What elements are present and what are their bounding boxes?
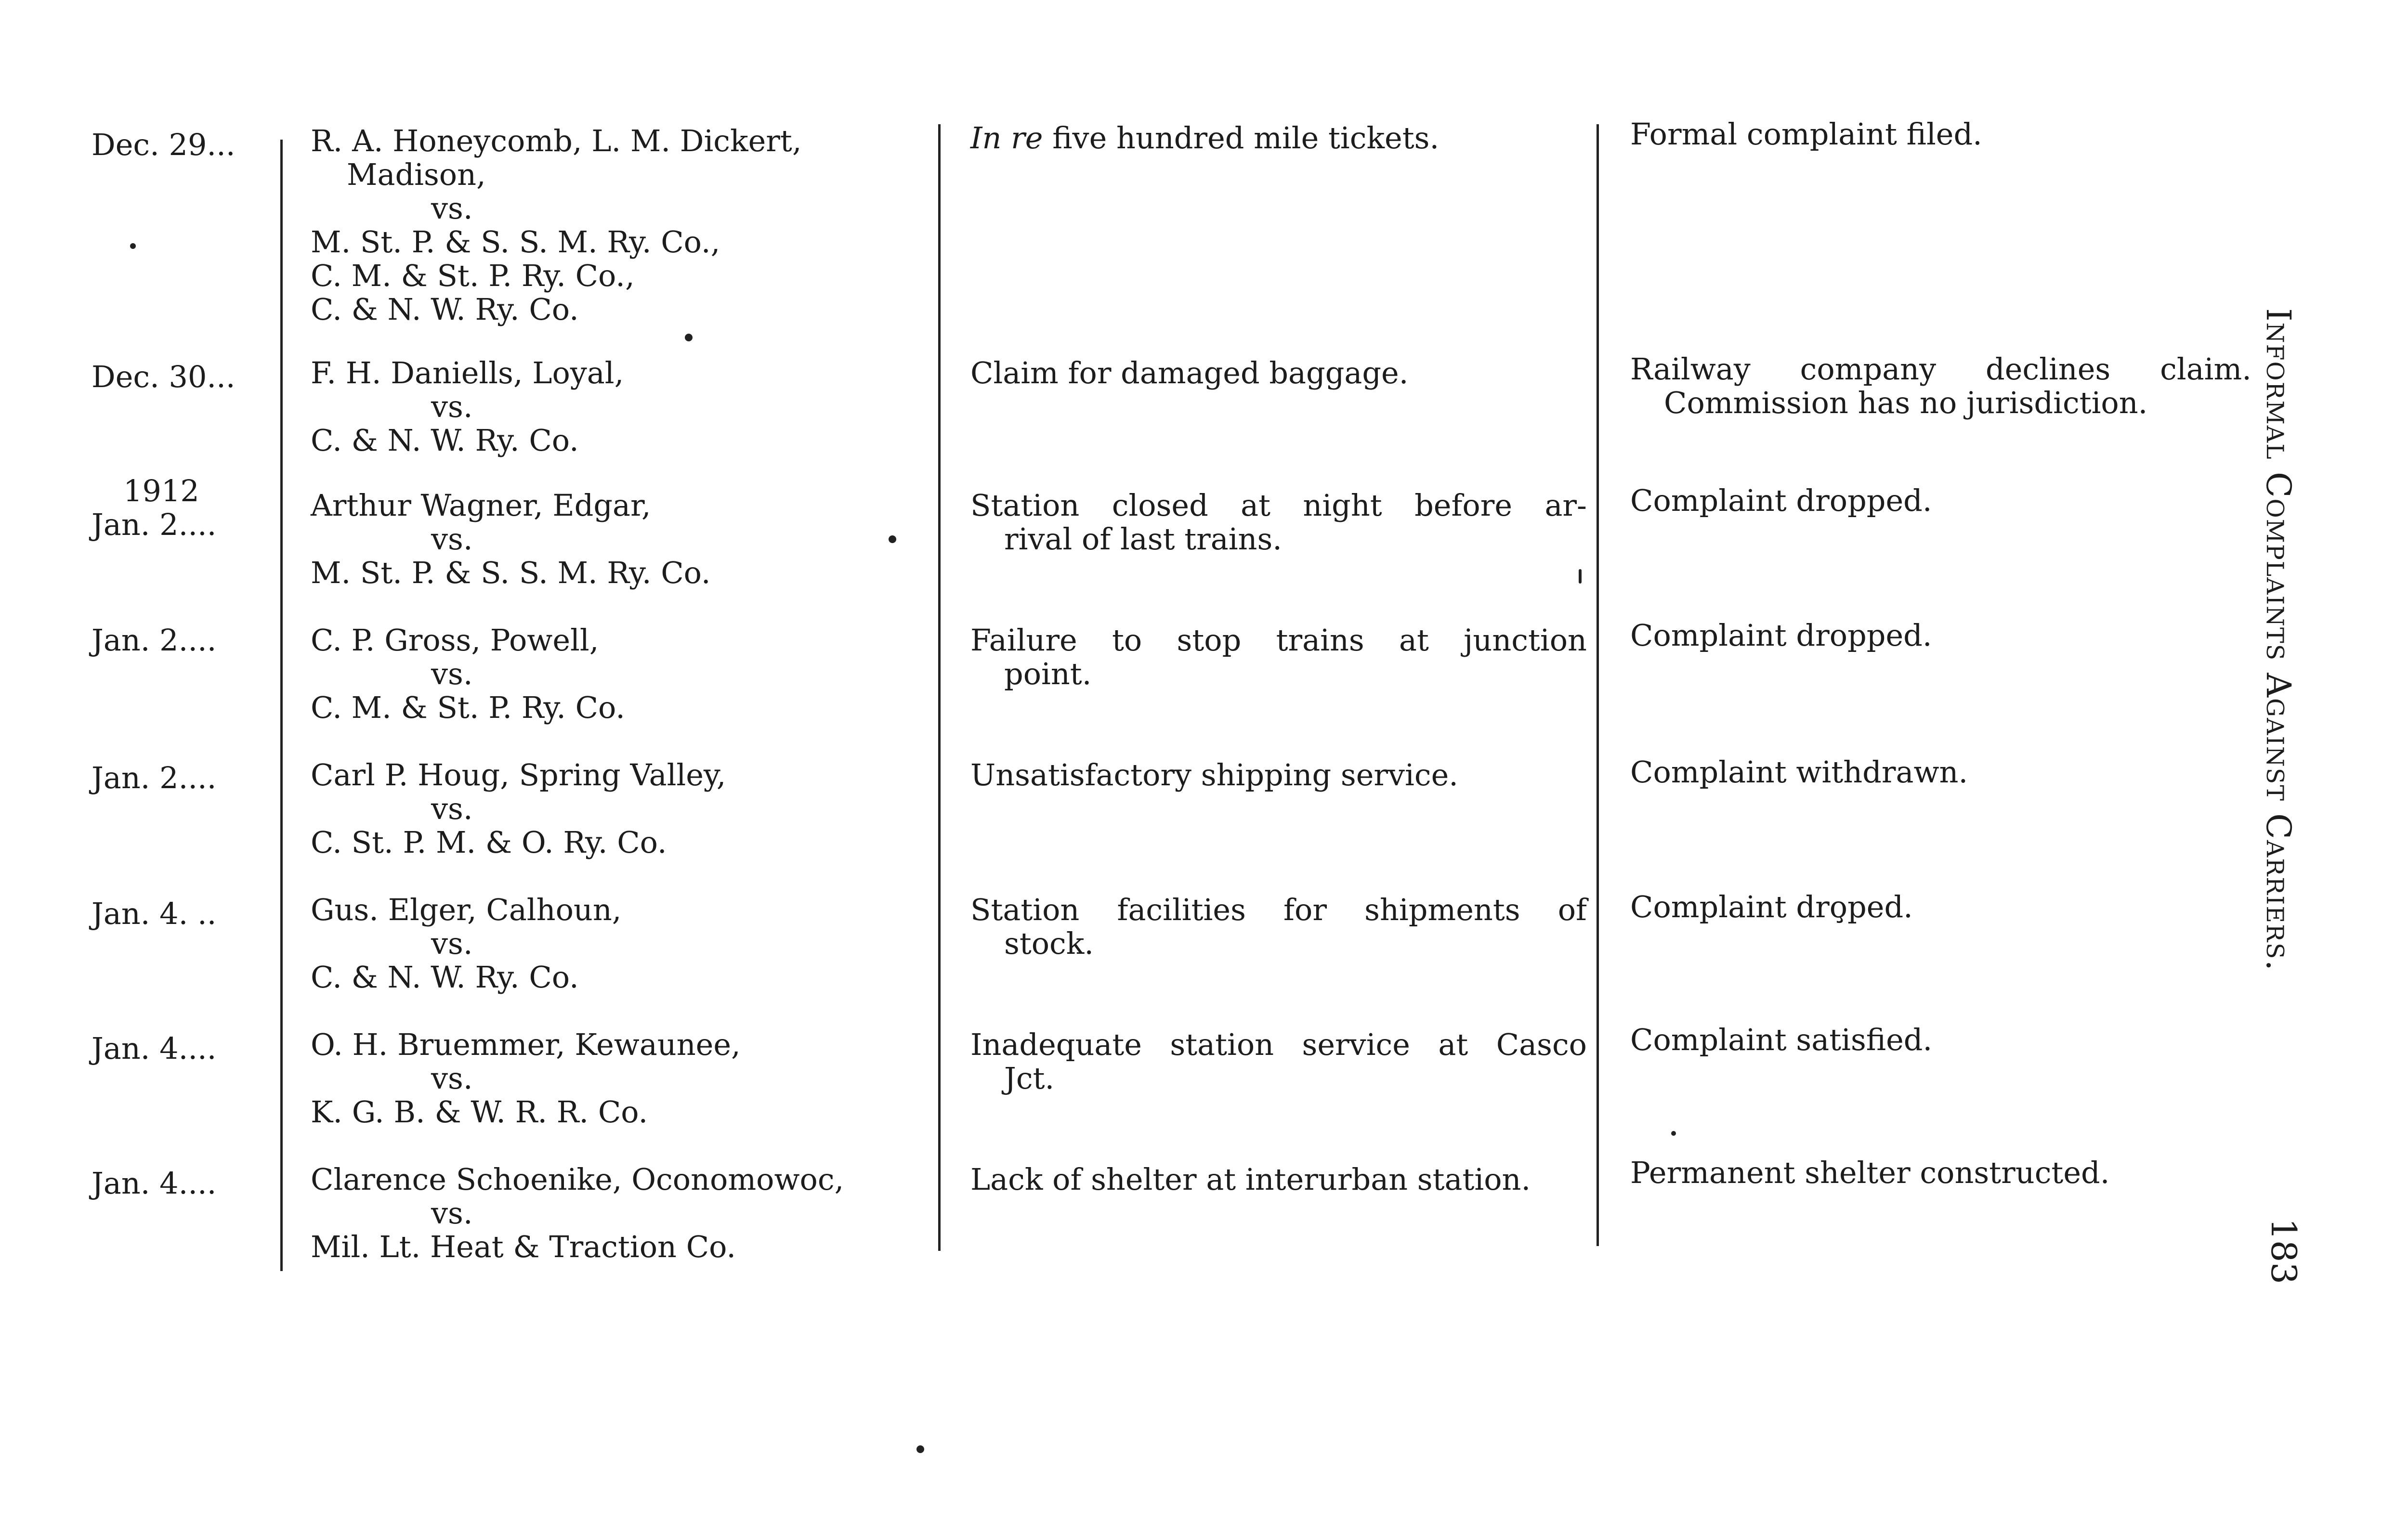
disposition-line: Complaint dropped.	[1630, 483, 1932, 518]
parties-cell	[311, 1028, 932, 1129]
nature-cell	[970, 624, 1587, 691]
party-line: C. & N. W. Ry. Co.	[311, 292, 579, 327]
versus-label: vs.	[431, 521, 473, 557]
disposition-line: Complaint dropped.	[1630, 618, 1932, 653]
nature-line: Jct.	[1004, 1061, 1055, 1096]
date-cell	[92, 1032, 270, 1065]
column-rule-disposition	[1597, 124, 1599, 1246]
disposition-line: Complaint withdrawn.	[1630, 754, 1968, 790]
date-cell	[92, 897, 270, 931]
date-cell	[92, 624, 270, 657]
entry-date: Jan. 2....	[92, 623, 217, 658]
party-line: Madison,	[347, 157, 486, 192]
versus-label: vs.	[431, 191, 473, 226]
nature-line: rival of last trains.	[1004, 521, 1283, 557]
nature-cell	[970, 893, 1587, 961]
party-line: C. P. Gross, Powell,	[311, 623, 599, 658]
parties-cell	[311, 124, 932, 326]
nature-line: Lack of shelter at interurban station.	[970, 1162, 1531, 1197]
date-cell	[92, 1167, 270, 1200]
disposition-cell	[1630, 117, 2251, 151]
nature-line: Station closed at night before ar-	[970, 488, 1587, 523]
entry-date: Jan. 2....	[92, 760, 217, 795]
party-line: C. M. & St. P. Ry. Co.,	[311, 258, 635, 293]
party-line: F. H. Daniells, Loyal,	[311, 355, 624, 390]
date-cell	[92, 128, 270, 162]
nature-cell	[970, 1163, 1587, 1196]
party-line: M. St. P. & S. S. M. Ry. Co.,	[311, 224, 720, 260]
column-rule-nature	[938, 124, 941, 1251]
entry-date: Jan. 2....	[92, 507, 217, 542]
nature-line: stock.	[1004, 926, 1094, 961]
party-line: Gus. Elger, Calhoun,	[311, 892, 622, 927]
nature-cell	[970, 1028, 1587, 1095]
print-speck	[889, 535, 896, 543]
print-speck	[130, 243, 136, 249]
nature-line: Unsatisfactory shipping service.	[970, 757, 1459, 792]
disposition-cell	[1630, 619, 2251, 652]
versus-label: vs.	[431, 1061, 473, 1096]
print-speck	[1579, 569, 1582, 584]
party-line: Arthur Wagner, Edgar,	[311, 488, 651, 523]
disposition-cell	[1630, 1023, 2251, 1057]
party-line: Clarence Schoenike, Oconomowoc,	[311, 1162, 844, 1197]
disposition-cell	[1630, 890, 2251, 924]
nature-line: Station facilities for shipments of	[970, 892, 1587, 927]
in-re-label: In re	[970, 120, 1043, 156]
parties-cell	[311, 356, 932, 457]
disposition-line: Permanent shelter constructed.	[1630, 1155, 2110, 1190]
print-speck	[1671, 1131, 1676, 1136]
parties-cell	[311, 489, 932, 590]
disposition-cell	[1630, 1156, 2251, 1190]
versus-label: vs.	[431, 1195, 473, 1231]
date-cell	[92, 360, 270, 394]
nature-line: five hundred mile tickets.	[1052, 120, 1440, 156]
disposition-cell	[1630, 484, 2251, 518]
party-line: Carl P. Houg, Spring Valley,	[311, 757, 726, 792]
party-line: C. St. P. M. & O. Ry. Co.	[311, 825, 667, 860]
entry-date: Dec. 29...	[92, 127, 236, 162]
disposition-line: Formal complaint filed.	[1630, 117, 1982, 152]
versus-label: vs.	[431, 791, 473, 826]
page-number: 183	[2264, 1218, 2304, 1285]
party-line: K. G. B. & W. R. R. Co.	[311, 1094, 648, 1130]
nature-cell	[970, 356, 1587, 390]
parties-cell	[311, 893, 932, 994]
disposition-line: Railway company declines claim.	[1630, 351, 2251, 387]
versus-label: vs.	[431, 926, 473, 961]
parties-cell	[311, 624, 932, 725]
running-head-text: Informal Complaints Against Carriers.	[2259, 308, 2298, 972]
disposition-line: Complaint dro̧ped.	[1630, 889, 1913, 924]
disposition-line: Commission has no jurisdiction.	[1664, 385, 2148, 420]
versus-label: vs.	[431, 389, 473, 424]
party-line: O. H. Bruemmer, Kewaunee,	[311, 1027, 741, 1062]
nature-line: Failure to stop trains at junction	[970, 623, 1587, 658]
year-label: 1912	[123, 473, 199, 508]
entry-date: Jan. 4....	[92, 1166, 217, 1201]
column-rule-parties	[280, 140, 283, 1271]
print-speck	[685, 334, 693, 341]
nature-cell	[970, 489, 1587, 556]
versus-label: vs.	[431, 656, 473, 691]
party-line: C. & N. W. Ry. Co.	[311, 423, 579, 458]
nature-line: Claim for damaged baggage.	[970, 355, 1409, 390]
entry-date: Jan. 4. ..	[92, 896, 217, 931]
nature-cell	[970, 121, 1587, 155]
party-line: C. M. & St. P. Ry. Co.	[311, 690, 625, 725]
running-head	[2259, 308, 2298, 972]
date-cell	[92, 761, 270, 795]
party-line: M. St. P. & S. S. M. Ry. Co.	[311, 555, 711, 590]
nature-cell	[970, 758, 1587, 792]
parties-cell	[311, 758, 932, 859]
entry-date: Jan. 4....	[92, 1031, 217, 1066]
entry-date: Dec. 30...	[92, 359, 236, 394]
print-speck	[916, 1445, 924, 1453]
disposition-cell	[1630, 352, 2251, 420]
party-line: C. & N. W. Ry. Co.	[311, 960, 579, 995]
disposition-cell	[1630, 755, 2251, 789]
party-line: R. A. Honeycomb, L. M. Dickert,	[311, 123, 802, 158]
date-cell	[92, 474, 270, 542]
nature-line: point.	[1004, 656, 1092, 691]
disposition-line: Complaint satisfied.	[1630, 1022, 1933, 1057]
nature-line: Inadequate station service at Casco	[970, 1027, 1587, 1062]
parties-cell	[311, 1163, 932, 1264]
party-line: Mil. Lt. Heat & Traction Co.	[311, 1229, 736, 1264]
